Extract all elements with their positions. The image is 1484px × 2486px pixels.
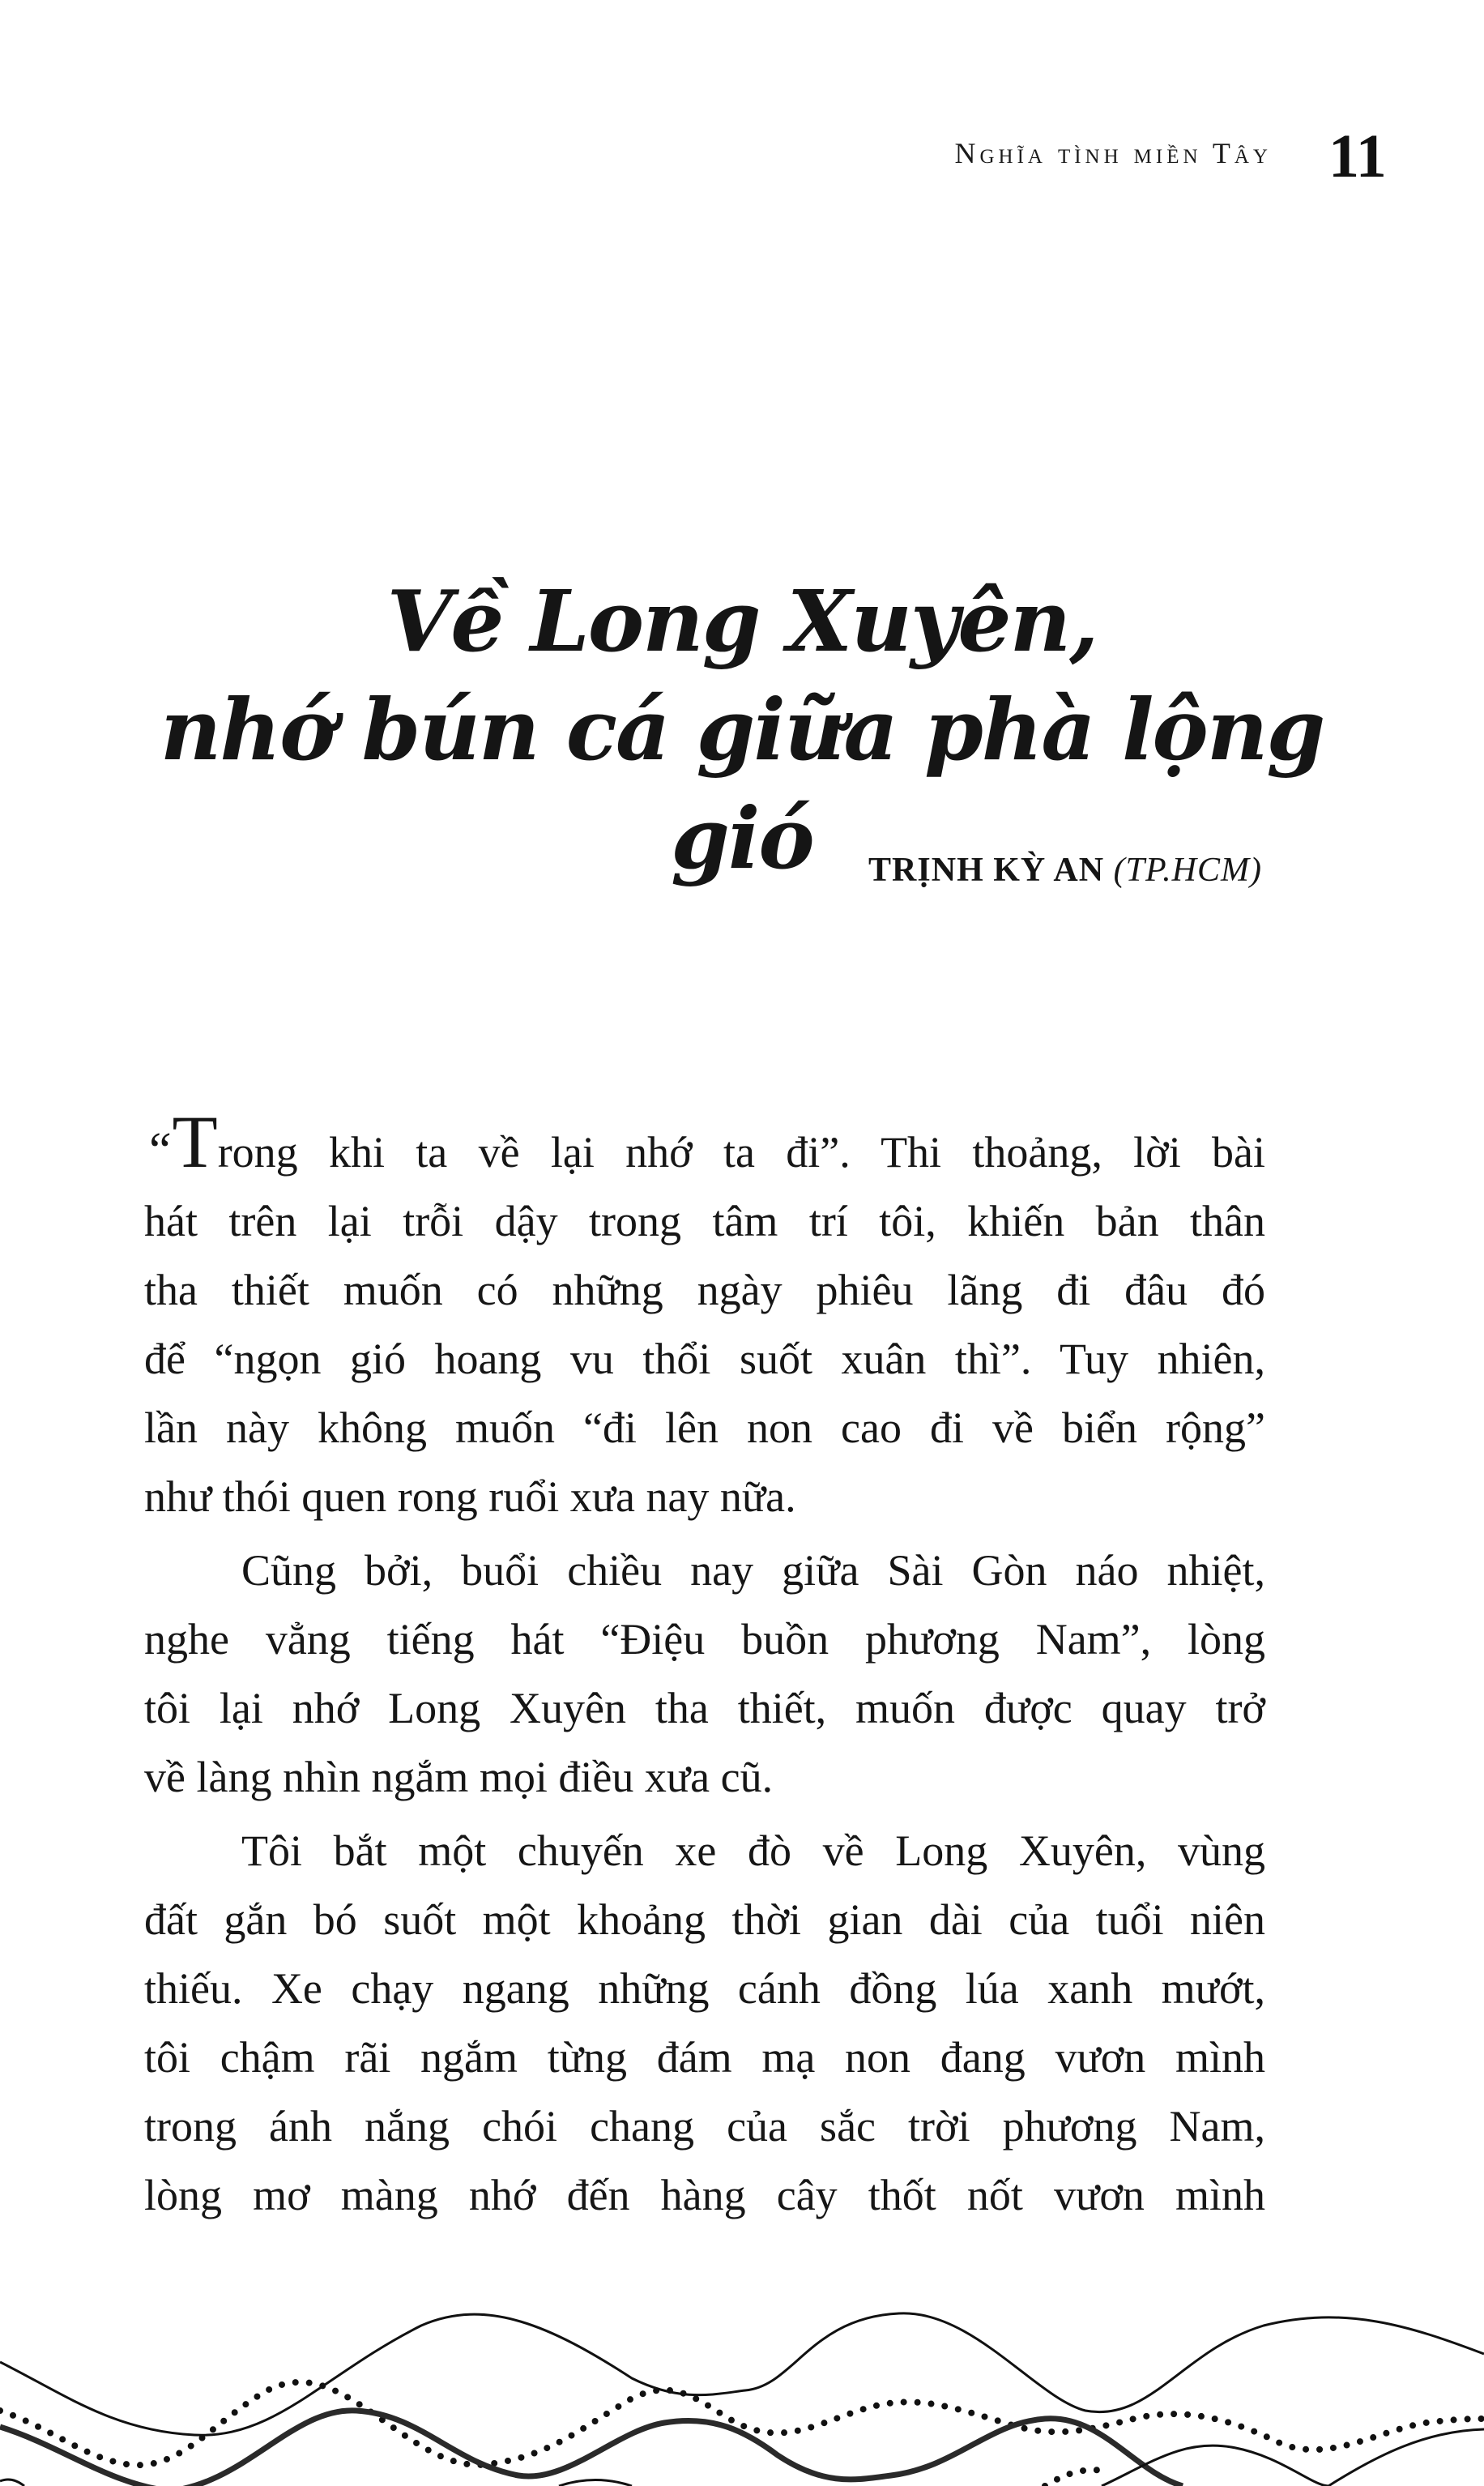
author-location: (TP.HCM) [1113, 852, 1262, 889]
paragraph-1-line-1 [144, 1100, 1265, 1187]
article-title-line-2: nhớ bún cá giữa phà lộng gió [160, 680, 1324, 888]
paragraph-3 [144, 1817, 1265, 2230]
paragraph-1-line-6: như thói quen rong ruổi xưa nay nữa. [144, 1472, 796, 1521]
paragraph-1-line-2: hát trên lại trỗi dậy trong tâm trí tôi, khiến bản thân [144, 1197, 1265, 1245]
first-line-rest: rong khi ta về lại nhớ ta đi”. Thi thoảng, lời bài [217, 1128, 1265, 1177]
paragraph-3-line-5: trong ánh nắng chói chang của sắc trời phương Nam, [144, 2102, 1265, 2151]
paragraph-2-line-3: tôi lại nhớ Long Xuyên tha thiết, muốn được quay trở [144, 1684, 1265, 1732]
article-title [122, 567, 1362, 893]
article-title-line-1: Về Long Xuyên, [386, 571, 1098, 671]
article-body [144, 1100, 1265, 2235]
paragraph-1-line-4: để “ngọn gió hoang vu thổi suốt xuân thì”. Tuy nhiên, [144, 1335, 1265, 1383]
paragraph-3-line-4: tôi chậm rãi ngắm từng đám mạ non đang vươn mình [144, 2033, 1265, 2082]
running-head-section-title: Nghĩa tình miền Tây [954, 137, 1272, 169]
paragraph-1 [144, 1100, 1265, 1531]
byline [486, 851, 1262, 890]
wave-ornament-icon [0, 2301, 1484, 2486]
page-number: 11 [1328, 122, 1387, 190]
paragraph-3-line-3: thiếu. Xe chạy ngang những cánh đồng lúa xanh mướt, [144, 1964, 1265, 2013]
paragraph-2-line-4: về làng nhìn ngắm mọi điều xưa cũ. [144, 1753, 774, 1801]
paragraph-1-line-3: tha thiết muốn có những ngày phiêu lãng đi đâu đó [144, 1266, 1265, 1314]
paragraph-2-line-2: nghe vẳng tiếng hát “Điệu buồn phương Nam”, lòng [144, 1615, 1265, 1664]
paragraph-3-line-2: đất gắn bó suốt một khoảng thời gian dài của tuổi niên [144, 1895, 1265, 1944]
paragraph-3-line-6: lòng mơ màng nhớ đến hàng cây thốt nốt vươn mình [144, 2171, 1265, 2219]
paragraph-2-line-1: Cũng bởi, buổi chiều nay giữa Sài Gòn náo nhiệt, [241, 1546, 1265, 1595]
paragraph-2 [144, 1536, 1265, 1812]
author-name: TRỊNH KỲ AN [868, 852, 1105, 889]
paragraph-3-line-1: Tôi bắt một chuyến xe đò về Long Xuyên, vùng [241, 1826, 1265, 1875]
drop-cap-initial: T [172, 1100, 218, 1183]
opening-quote-mark: “ [144, 1123, 173, 1178]
paragraph-1-line-5: lần này không muốn “đi lên non cao đi về biển rộng” [144, 1403, 1265, 1452]
